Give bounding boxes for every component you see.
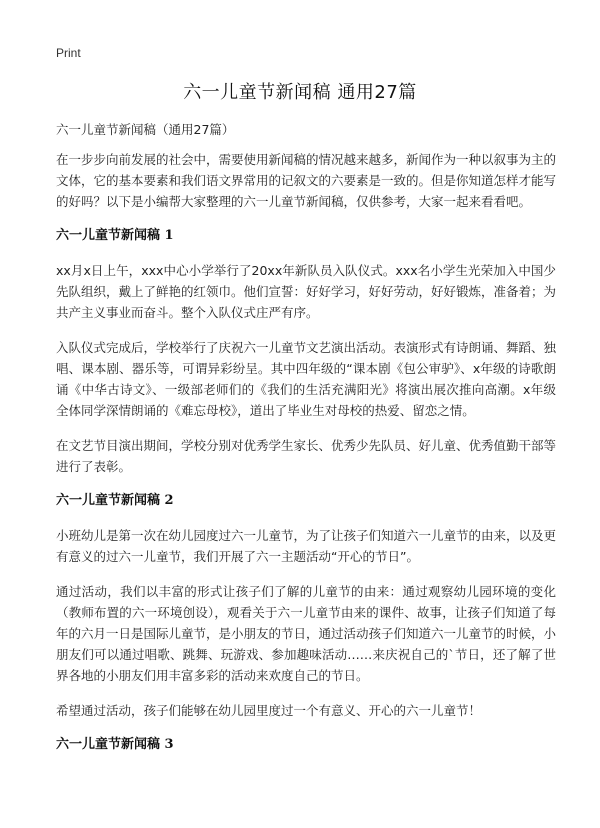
article-body bbox=[56, 120, 556, 769]
section-1-paragraph: 入队仪式完成后，学校举行了庆祝六一儿童节文艺演出活动。表演形式有诗朗诵、舞蹈、独唱、课本剧、器乐等，可谓异彩纷呈。其中四年级的“课本剧《包公审驴》、x年级的诗歌朗诵《中华古诗文》、一级部老师们的《我们的生活充满阳光》将演出展次推向高潮。x年级全体同学深情朗诵的《难忘母校》，道出了毕业生对母校的热爱、留恋之情。 bbox=[56, 340, 557, 418]
section-2-paragraph: 希望通过活动，孩子们能够在幼儿园里度过一个有意义、开心的六一儿童节！ bbox=[56, 703, 482, 718]
section-heading-3: 六一儿童节新闻稿 3 bbox=[56, 737, 174, 752]
document-title: 六一儿童节新闻稿 通用27篇 bbox=[183, 82, 417, 103]
intro-paragraph: 在一步步向前发展的社会中，需要使用新闻稿的情况越来越多，新闻作为一种以叙事为主的文体，它的基本要素和我们语文界常用的记叙文的六要素是一致的。但是你知道怎样才能写的好吗？以下是小编帮大家整理的六一儿童节新闻稿，仅供参考，大家一起来看看吧。 bbox=[56, 152, 557, 209]
section-1-paragraph: 在文艺节目演出期间，学校分别对优秀学生家长、优秀少先队员、好儿童、优秀值勤干部等进行了表彰。 bbox=[56, 438, 557, 474]
print-link[interactable]: Print bbox=[56, 46, 81, 60]
section-heading-1: 六一儿童节新闻稿 1 bbox=[56, 228, 174, 243]
section-2-paragraph: 小班幼儿是第一次在幼儿园度过六一儿童节，为了让孩子们知道六一儿童节的由来，以及更有意义的过六一儿童节，我们开展了六一主题活动“开心的节日”。 bbox=[56, 528, 557, 564]
section-heading-2: 六一儿童节新闻稿 2 bbox=[56, 493, 174, 508]
intro-subtitle: 六一儿童节新闻稿（通用27篇） bbox=[56, 122, 235, 137]
section-1-paragraph: xx月x日上午，xxx中心小学举行了20xx年新队员入队仪式。xxx名小学生光荣加入中国少先队组织，戴上了鲜艳的红领巾。他们宣誓：好好学习，好好劳动，好好锻炼，准备着；为共产主义事业而奋斗。整个入队仪式庄严有序。 bbox=[56, 263, 557, 320]
section-2-paragraph: 通过活动，我们以丰富的形式让孩子们了解的儿童节的由来：通过观察幼儿园环境的变化（教师布置的六一环境创设），观看关于六一儿童节由来的课件、故事，让孩子们知道了每年的六月一日是国际儿童节，是小朋友的节日，通过活动孩子们知道六一儿童节的时候，小朋友们可以通过唱歌、跳舞、玩游戏、参加趣味活动……来庆祝自己的`节日，还了解了世界各地的小朋友们用丰富多彩的活动来欢度自己的节日。 bbox=[56, 584, 557, 683]
